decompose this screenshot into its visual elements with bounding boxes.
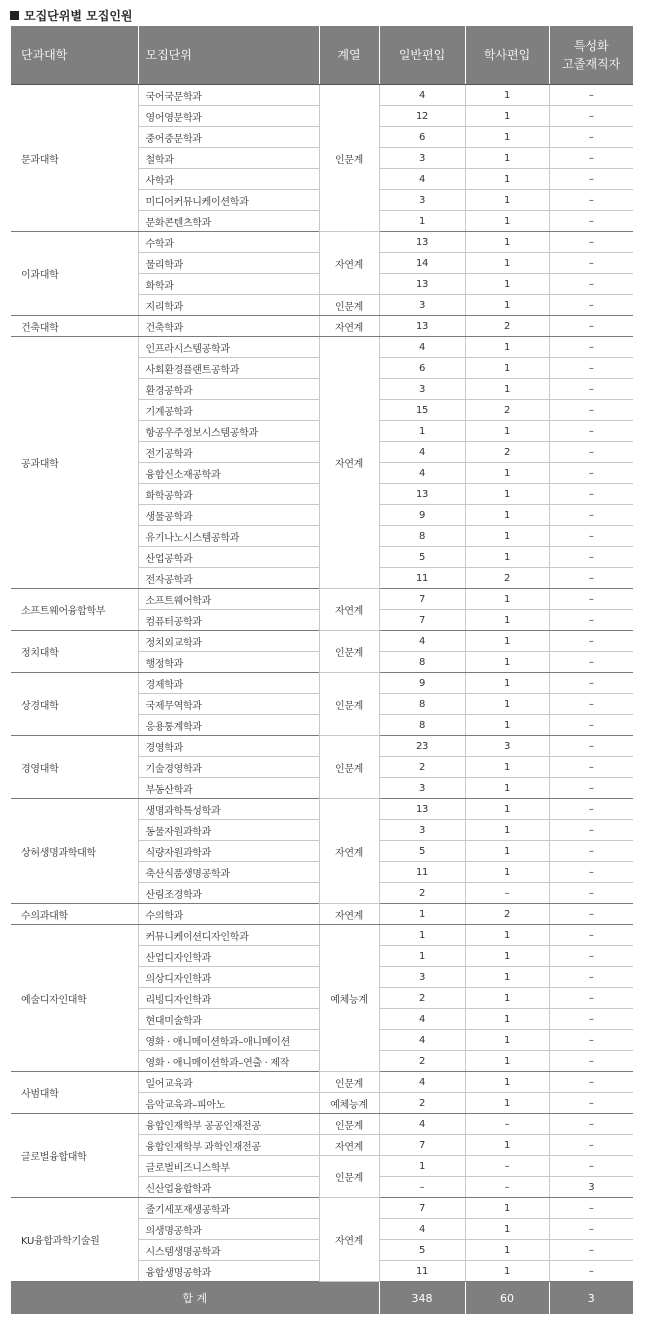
general-cell: 8 [379, 526, 465, 547]
general-cell: 7 [379, 589, 465, 610]
bachelor-cell: – [465, 1114, 549, 1135]
special-cell: – [549, 652, 633, 673]
table-row [11, 925, 633, 946]
special-cell: – [549, 526, 633, 547]
general-cell: 1 [379, 1156, 465, 1177]
general-cell: 3 [379, 778, 465, 799]
general-cell: 3 [379, 967, 465, 988]
header-unit: 모집단위 [138, 26, 319, 85]
special-cell: – [549, 799, 633, 820]
header-general: 일반편입 [379, 26, 465, 85]
general-cell: 4 [379, 1114, 465, 1135]
header-college: 단과대학 [11, 26, 138, 85]
header-bachelor: 학사편입 [465, 26, 549, 85]
bachelor-cell: – [465, 1156, 549, 1177]
general-cell: 4 [379, 337, 465, 358]
general-cell: 2 [379, 1051, 465, 1072]
unit-cell: 생명과학특성학과 [138, 799, 319, 820]
general-cell: 13 [379, 232, 465, 253]
total-general: 348 [379, 1282, 465, 1315]
bachelor-cell: 1 [465, 1261, 549, 1282]
bachelor-cell: 1 [465, 1009, 549, 1030]
special-cell: – [549, 862, 633, 883]
bachelor-cell: 1 [465, 295, 549, 316]
bachelor-cell: 1 [465, 757, 549, 778]
unit-cell: 환경공학과 [138, 379, 319, 400]
special-cell: – [549, 547, 633, 568]
table-row [11, 232, 633, 253]
table-row [11, 673, 633, 694]
special-cell: – [549, 820, 633, 841]
special-cell: – [549, 190, 633, 211]
college-cell: 건축대학 [11, 316, 138, 337]
college-cell: 상허생명과학대학 [11, 799, 138, 904]
special-cell: – [549, 1030, 633, 1051]
college-cell: 이과대학 [11, 232, 138, 316]
unit-cell: 전기공학과 [138, 442, 319, 463]
bachelor-cell: 1 [465, 862, 549, 883]
general-cell: 3 [379, 295, 465, 316]
general-cell: 2 [379, 988, 465, 1009]
unit-cell: 산림조경학과 [138, 883, 319, 904]
unit-cell: 정치외교학과 [138, 631, 319, 652]
unit-cell: 부동산학과 [138, 778, 319, 799]
bachelor-cell: 1 [465, 820, 549, 841]
special-cell: – [549, 85, 633, 106]
general-cell: 3 [379, 820, 465, 841]
general-cell: 4 [379, 442, 465, 463]
special-cell: – [549, 778, 633, 799]
bachelor-cell: 1 [465, 148, 549, 169]
total-special: 3 [549, 1282, 633, 1315]
special-cell: – [549, 148, 633, 169]
special-cell: – [549, 610, 633, 631]
college-cell: 경영대학 [11, 736, 138, 799]
table-row [11, 589, 633, 610]
general-cell: 4 [379, 1030, 465, 1051]
bachelor-cell: 1 [465, 379, 549, 400]
unit-cell: 항공우주정보시스템공학과 [138, 421, 319, 442]
general-cell: 1 [379, 925, 465, 946]
general-cell: 2 [379, 883, 465, 904]
bachelor-cell: 1 [465, 421, 549, 442]
unit-cell: 영화 · 애니메이션학과–애니메이션 [138, 1030, 319, 1051]
special-cell: – [549, 1009, 633, 1030]
general-cell: 5 [379, 1240, 465, 1261]
unit-cell: 일어교육과 [138, 1072, 319, 1093]
recruitment-table [11, 26, 633, 1314]
header-track: 계열 [319, 26, 379, 85]
college-cell: KU융합과학기술원 [11, 1198, 138, 1282]
general-cell: 6 [379, 127, 465, 148]
bachelor-cell: 1 [465, 694, 549, 715]
unit-cell: 국어국문학과 [138, 85, 319, 106]
general-cell: 2 [379, 757, 465, 778]
unit-cell: 수학과 [138, 232, 319, 253]
page-title [10, 6, 133, 24]
bachelor-cell: 1 [465, 106, 549, 127]
table-body [11, 85, 633, 1282]
bachelor-cell: 1 [465, 505, 549, 526]
special-cell: – [549, 925, 633, 946]
total-label: 합 계 [11, 1282, 379, 1315]
special-cell: – [549, 1093, 633, 1114]
table-row [11, 85, 633, 106]
recruitment-table-container [11, 26, 633, 1314]
track-cell: 예체능계 [319, 1093, 379, 1114]
bachelor-cell: 1 [465, 799, 549, 820]
unit-cell: 유기나노시스템공학과 [138, 526, 319, 547]
track-cell: 자연계 [319, 232, 379, 295]
bachelor-cell: – [465, 883, 549, 904]
unit-cell: 철학과 [138, 148, 319, 169]
header-special-line1: 특성화 [573, 39, 609, 53]
special-cell: – [549, 1198, 633, 1219]
bachelor-cell: 1 [465, 547, 549, 568]
bachelor-cell: 1 [465, 841, 549, 862]
track-cell: 인문계 [319, 673, 379, 736]
general-cell: 1 [379, 211, 465, 232]
table-row [11, 904, 633, 925]
college-cell: 수의과대학 [11, 904, 138, 925]
unit-cell: 전자공학과 [138, 568, 319, 589]
unit-cell: 줄기세포재생공학과 [138, 1198, 319, 1219]
general-cell: 5 [379, 841, 465, 862]
general-cell: 4 [379, 1072, 465, 1093]
unit-cell: 컴퓨터공학과 [138, 610, 319, 631]
bachelor-cell: 1 [465, 274, 549, 295]
table-row [11, 631, 633, 652]
table-row [11, 1114, 633, 1135]
unit-cell: 문화콘텐츠학과 [138, 211, 319, 232]
header-special [549, 26, 633, 85]
unit-cell: 인프라시스템공학과 [138, 337, 319, 358]
college-cell: 글로벌융합대학 [11, 1114, 138, 1198]
bachelor-cell: 1 [465, 967, 549, 988]
unit-cell: 산업디자인학과 [138, 946, 319, 967]
bachelor-cell: 1 [465, 232, 549, 253]
special-cell: – [549, 1072, 633, 1093]
special-cell: – [549, 316, 633, 337]
track-cell: 자연계 [319, 337, 379, 589]
unit-cell: 화학과 [138, 274, 319, 295]
unit-cell: 의상디자인학과 [138, 967, 319, 988]
unit-cell: 신산업융합학과 [138, 1177, 319, 1198]
general-cell: 3 [379, 190, 465, 211]
unit-cell: 축산식품생명공학과 [138, 862, 319, 883]
general-cell: 4 [379, 631, 465, 652]
unit-cell: 사회환경플랜트공학과 [138, 358, 319, 379]
special-cell: – [549, 673, 633, 694]
special-cell: – [549, 400, 633, 421]
special-cell: – [549, 169, 633, 190]
unit-cell: 사학과 [138, 169, 319, 190]
general-cell: 13 [379, 274, 465, 295]
bachelor-cell: 1 [465, 778, 549, 799]
track-cell: 자연계 [319, 1135, 379, 1156]
unit-cell: 소프트웨어학과 [138, 589, 319, 610]
general-cell: 8 [379, 694, 465, 715]
special-cell: – [549, 358, 633, 379]
track-cell: 자연계 [319, 904, 379, 925]
unit-cell: 융합인재학부 과학인재전공 [138, 1135, 319, 1156]
unit-cell: 커뮤니케이션디자인학과 [138, 925, 319, 946]
special-cell: – [549, 1261, 633, 1282]
college-cell: 상경대학 [11, 673, 138, 736]
track-cell: 자연계 [319, 589, 379, 631]
unit-cell: 영어영문학과 [138, 106, 319, 127]
track-cell: 자연계 [319, 316, 379, 337]
special-cell: – [549, 274, 633, 295]
special-cell: – [549, 757, 633, 778]
general-cell: – [379, 1177, 465, 1198]
special-cell: – [549, 967, 633, 988]
unit-cell: 국제무역학과 [138, 694, 319, 715]
bachelor-cell: 1 [465, 463, 549, 484]
special-cell: – [549, 337, 633, 358]
bachelor-cell: 1 [465, 1198, 549, 1219]
unit-cell: 경영학과 [138, 736, 319, 757]
track-cell: 인문계 [319, 1114, 379, 1135]
track-cell: 인문계 [319, 85, 379, 232]
unit-cell: 지리학과 [138, 295, 319, 316]
special-cell: – [549, 631, 633, 652]
unit-cell: 미디어커뮤니케이션학과 [138, 190, 319, 211]
bachelor-cell: 1 [465, 526, 549, 547]
unit-cell: 생물공학과 [138, 505, 319, 526]
special-cell: – [549, 589, 633, 610]
general-cell: 4 [379, 169, 465, 190]
special-cell: – [549, 904, 633, 925]
bachelor-cell: 1 [465, 631, 549, 652]
general-cell: 12 [379, 106, 465, 127]
header-row [11, 26, 633, 85]
general-cell: 6 [379, 358, 465, 379]
bachelor-cell: 1 [465, 1093, 549, 1114]
special-cell: – [549, 463, 633, 484]
total-row [11, 1282, 633, 1315]
general-cell: 11 [379, 568, 465, 589]
general-cell: 9 [379, 505, 465, 526]
college-cell: 공과대학 [11, 337, 138, 589]
general-cell: 3 [379, 379, 465, 400]
track-cell: 인문계 [319, 631, 379, 673]
special-cell: – [549, 253, 633, 274]
table-header [11, 26, 633, 85]
special-cell: – [549, 484, 633, 505]
college-cell: 문과대학 [11, 85, 138, 232]
bachelor-cell: 1 [465, 169, 549, 190]
general-cell: 13 [379, 484, 465, 505]
bachelor-cell: 1 [465, 211, 549, 232]
unit-cell: 경제학과 [138, 673, 319, 694]
general-cell: 23 [379, 736, 465, 757]
unit-cell: 융합신소재공학과 [138, 463, 319, 484]
bachelor-cell: 2 [465, 568, 549, 589]
special-cell: – [549, 946, 633, 967]
track-cell: 인문계 [319, 1072, 379, 1093]
college-cell: 정치대학 [11, 631, 138, 673]
unit-cell: 수의학과 [138, 904, 319, 925]
bachelor-cell: 2 [465, 316, 549, 337]
header-special-line2: 고졸재직자 [562, 57, 621, 71]
general-cell: 9 [379, 673, 465, 694]
general-cell: 15 [379, 400, 465, 421]
bachelor-cell: 1 [465, 358, 549, 379]
special-cell: – [549, 1156, 633, 1177]
bachelor-cell: 2 [465, 904, 549, 925]
general-cell: 4 [379, 1219, 465, 1240]
special-cell: – [549, 883, 633, 904]
general-cell: 1 [379, 946, 465, 967]
unit-cell: 영화 · 애니메이션학과–연출 · 제작 [138, 1051, 319, 1072]
special-cell: – [549, 127, 633, 148]
general-cell: 4 [379, 1009, 465, 1030]
special-cell: – [549, 841, 633, 862]
college-cell: 예술디자인대학 [11, 925, 138, 1072]
special-cell: 3 [549, 1177, 633, 1198]
bachelor-cell: 1 [465, 715, 549, 736]
bachelor-cell: 1 [465, 610, 549, 631]
unit-cell: 물리학과 [138, 253, 319, 274]
general-cell: 8 [379, 715, 465, 736]
unit-cell: 동물자원과학과 [138, 820, 319, 841]
special-cell: – [549, 568, 633, 589]
special-cell: – [549, 988, 633, 1009]
bachelor-cell: 1 [465, 85, 549, 106]
track-cell: 자연계 [319, 799, 379, 904]
bachelor-cell: 1 [465, 652, 549, 673]
unit-cell: 응용통계학과 [138, 715, 319, 736]
general-cell: 4 [379, 463, 465, 484]
general-cell: 11 [379, 862, 465, 883]
special-cell: – [549, 715, 633, 736]
unit-cell: 의생명공학과 [138, 1219, 319, 1240]
college-cell: 사범대학 [11, 1072, 138, 1114]
special-cell: – [549, 505, 633, 526]
bachelor-cell: 1 [465, 946, 549, 967]
table-row [11, 1072, 633, 1093]
college-cell: 소프트웨어융합학부 [11, 589, 138, 631]
unit-cell: 시스템생명공학과 [138, 1240, 319, 1261]
unit-cell: 중어중문학과 [138, 127, 319, 148]
unit-cell: 산업공학과 [138, 547, 319, 568]
unit-cell: 기술경영학과 [138, 757, 319, 778]
unit-cell: 현대미술학과 [138, 1009, 319, 1030]
general-cell: 4 [379, 85, 465, 106]
table-row [11, 337, 633, 358]
special-cell: – [549, 1219, 633, 1240]
general-cell: 5 [379, 547, 465, 568]
general-cell: 11 [379, 1261, 465, 1282]
unit-cell: 융합생명공학과 [138, 1261, 319, 1282]
bachelor-cell: 1 [465, 1030, 549, 1051]
track-cell: 인문계 [319, 295, 379, 316]
track-cell: 인문계 [319, 1156, 379, 1198]
bachelor-cell: 2 [465, 400, 549, 421]
special-cell: – [549, 421, 633, 442]
bachelor-cell: 1 [465, 988, 549, 1009]
unit-cell: 화학공학과 [138, 484, 319, 505]
general-cell: 13 [379, 316, 465, 337]
track-cell: 예체능계 [319, 925, 379, 1072]
general-cell: 14 [379, 253, 465, 274]
bachelor-cell: 1 [465, 1072, 549, 1093]
special-cell: – [549, 1114, 633, 1135]
special-cell: – [549, 106, 633, 127]
table-row [11, 736, 633, 757]
bachelor-cell: 1 [465, 925, 549, 946]
bachelor-cell: 1 [465, 589, 549, 610]
unit-cell: 음악교육과–피아노 [138, 1093, 319, 1114]
special-cell: – [549, 442, 633, 463]
general-cell: 2 [379, 1093, 465, 1114]
bachelor-cell: 1 [465, 253, 549, 274]
bachelor-cell: 1 [465, 1051, 549, 1072]
bachelor-cell: 1 [465, 337, 549, 358]
unit-cell: 글로벌비즈니스학부 [138, 1156, 319, 1177]
special-cell: – [549, 379, 633, 400]
bachelor-cell: 1 [465, 1240, 549, 1261]
bachelor-cell: 1 [465, 1135, 549, 1156]
general-cell: 7 [379, 1198, 465, 1219]
table-row [11, 799, 633, 820]
special-cell: – [549, 232, 633, 253]
special-cell: – [549, 1135, 633, 1156]
bachelor-cell: 1 [465, 127, 549, 148]
general-cell: 13 [379, 799, 465, 820]
track-cell: 인문계 [319, 736, 379, 799]
total-bachelor: 60 [465, 1282, 549, 1315]
special-cell: – [549, 1240, 633, 1261]
general-cell: 8 [379, 652, 465, 673]
general-cell: 1 [379, 421, 465, 442]
unit-cell: 기계공학과 [138, 400, 319, 421]
unit-cell: 건축학과 [138, 316, 319, 337]
bachelor-cell: 3 [465, 736, 549, 757]
special-cell: – [549, 211, 633, 232]
bachelor-cell: 1 [465, 484, 549, 505]
general-cell: 3 [379, 148, 465, 169]
general-cell: 7 [379, 1135, 465, 1156]
bachelor-cell: 1 [465, 190, 549, 211]
special-cell: – [549, 295, 633, 316]
unit-cell: 융합인재학부 공공인재전공 [138, 1114, 319, 1135]
bachelor-cell: – [465, 1177, 549, 1198]
table-footer [11, 1282, 633, 1315]
special-cell: – [549, 1051, 633, 1072]
table-row [11, 316, 633, 337]
unit-cell: 식량자원과학과 [138, 841, 319, 862]
unit-cell: 행정학과 [138, 652, 319, 673]
page-title-text: 모집단위별 모집인원 [24, 8, 133, 23]
table-row [11, 1198, 633, 1219]
bachelor-cell: 1 [465, 673, 549, 694]
bachelor-cell: 2 [465, 442, 549, 463]
bachelor-cell: 1 [465, 1219, 549, 1240]
special-cell: – [549, 736, 633, 757]
track-cell: 자연계 [319, 1198, 379, 1282]
general-cell: 7 [379, 610, 465, 631]
general-cell: 1 [379, 904, 465, 925]
square-bullet-icon [10, 11, 19, 20]
special-cell: – [549, 694, 633, 715]
unit-cell: 리빙디자인학과 [138, 988, 319, 1009]
